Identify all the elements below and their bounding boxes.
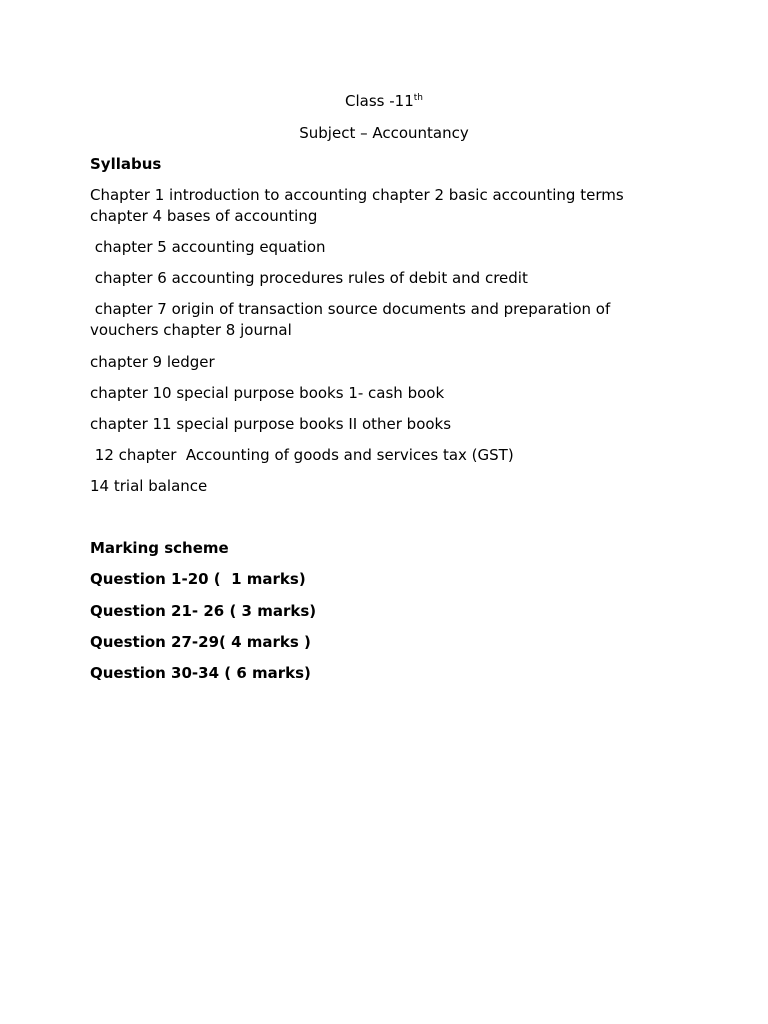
syllabus-item: chapter 5 accounting equation	[90, 238, 326, 256]
marking-scheme-heading: Marking scheme	[90, 539, 229, 557]
marking-scheme-item: Question 30-34 ( 6 marks)	[90, 664, 311, 682]
marking-scheme-item: Question 27-29( 4 marks )	[90, 633, 311, 651]
syllabus-item: chapter 9 ledger	[90, 353, 215, 371]
marking-scheme-item: Question 1-20 ( 1 marks)	[90, 570, 306, 588]
class-title-superscript: th	[413, 93, 423, 103]
class-title	[0, 91, 768, 112]
marking-scheme-item: Question 21- 26 ( 3 marks)	[90, 602, 317, 620]
syllabus-item: 14 trial balance	[90, 477, 208, 495]
subject-title: Subject – Accountancy	[299, 124, 469, 142]
syllabus-item: 12 chapter Accounting of goods and services tax (GST)	[90, 446, 514, 464]
syllabus-item: chapter 10 special purpose books 1- cash book	[90, 384, 445, 402]
syllabus-item: Chapter 1 introduction to accounting chapter 2 basic accounting terms chapter 4 bases of accounting	[90, 186, 629, 225]
class-title-text: Class -11	[345, 92, 414, 110]
syllabus-item: chapter 11 special purpose books II other books	[90, 415, 452, 433]
syllabus-item: chapter 7 origin of transaction source documents and preparation of vouchers chapter 8 journal	[90, 300, 616, 339]
syllabus-item: chapter 6 accounting procedures rules of debit and credit	[90, 269, 528, 287]
syllabus-heading: Syllabus	[90, 155, 162, 173]
